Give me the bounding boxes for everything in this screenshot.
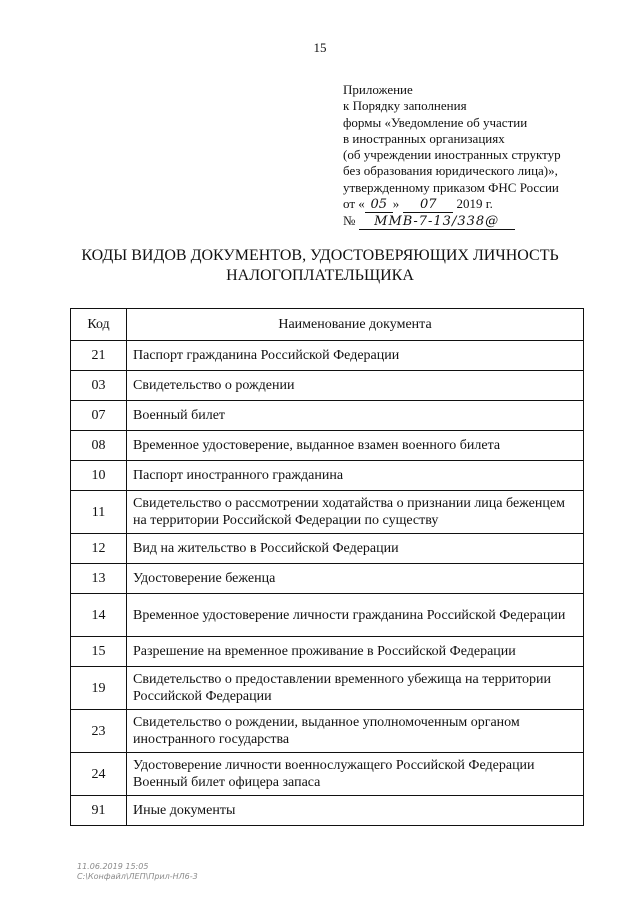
- row-code: 11: [71, 491, 127, 534]
- row-name: Разрешение на временное проживание в Российской Федерации: [127, 637, 584, 667]
- appendix-line: к Порядку заполнения: [343, 98, 467, 114]
- order-number-line: [343, 213, 633, 230]
- file-footer: [77, 862, 198, 882]
- row-name: Свидетельство о рождении: [127, 371, 584, 401]
- appendix-line: (об учреждении иностранных структур: [343, 147, 561, 163]
- page-number: 15: [313, 40, 327, 55]
- appendix-line: утвержденному приказом ФНС России: [343, 179, 559, 195]
- table-row: [71, 461, 584, 491]
- document-codes-table: [70, 308, 584, 826]
- row-name: Свидетельство о предоставлении временного убежища на территории Российской Федерации: [127, 667, 584, 710]
- date-mid: »: [392, 196, 400, 212]
- row-name: Паспорт иностранного гражданина: [127, 461, 584, 491]
- handwritten-order-number: ММВ-7-13/338@: [359, 215, 515, 230]
- appendix-line: формы «Уведомление об участии: [343, 114, 528, 130]
- appendix-line: без образования юридического лица)»,: [343, 163, 558, 179]
- table-row: [71, 401, 584, 431]
- header-name: Наименование документа: [127, 309, 584, 341]
- footer-timestamp: 11.06.2019 15:05: [77, 862, 149, 871]
- date-prefix: от «: [343, 196, 365, 212]
- row-code: 13: [71, 564, 127, 594]
- table-row: [71, 341, 584, 371]
- table-row: [71, 491, 584, 534]
- order-date: [343, 196, 633, 213]
- title-line-1: КОДЫ ВИДОВ ДОКУМЕНТОВ, УДОСТОВЕРЯЮЩИХ ЛИЧНОСТЬ: [81, 247, 559, 264]
- footer-file-path: С:\Конфайл\ЛЕП\Прил-НЛ6-3: [77, 872, 198, 881]
- table-header-row: [71, 309, 584, 341]
- appendix-note: [343, 82, 633, 230]
- row-name: Удостоверение беженца: [127, 564, 584, 594]
- row-name: Военный билет: [127, 401, 584, 431]
- row-code: 91: [71, 796, 127, 826]
- row-code: 12: [71, 534, 127, 564]
- table-row: [71, 667, 584, 710]
- row-code: 07: [71, 401, 127, 431]
- row-code: 08: [71, 431, 127, 461]
- header-code: Код: [71, 309, 127, 341]
- row-name: Свидетельство о рождении, выданное уполномоченным органом иностранного государства: [127, 710, 584, 753]
- row-code: 10: [71, 461, 127, 491]
- row-code: 23: [71, 710, 127, 753]
- row-name: Временное удостоверение личности гражданина Российской Федерации: [127, 594, 584, 637]
- row-name: Паспорт гражданина Российской Федерации: [127, 341, 584, 371]
- table-row: [71, 753, 584, 796]
- document-title: [0, 246, 640, 285]
- date-year: 2019 г.: [456, 196, 493, 212]
- table-row: [71, 796, 584, 826]
- table-row: [71, 534, 584, 564]
- table-row: [71, 371, 584, 401]
- handwritten-month: 07: [403, 198, 453, 213]
- title-line-2: НАЛОГОПЛАТЕЛЬЩИКА: [226, 266, 414, 284]
- table-row: [71, 637, 584, 667]
- row-code: 24: [71, 753, 127, 796]
- row-name: Иные документы: [127, 796, 584, 826]
- table-row: [71, 564, 584, 594]
- appendix-line: в иностранных организациях: [343, 130, 505, 146]
- row-code: 21: [71, 341, 127, 371]
- row-name: Вид на жительство в Российской Федерации: [127, 534, 584, 564]
- row-code: 19: [71, 667, 127, 710]
- appendix-line: Приложение: [343, 82, 413, 97]
- row-code: 14: [71, 594, 127, 637]
- table-row: [71, 594, 584, 637]
- row-name: Временное удостоверение, выданное взамен военного билета: [127, 431, 584, 461]
- row-name: Свидетельство о рассмотрении ходатайства о признании лица беженцем на территории Российской Федерации по существу: [127, 491, 584, 534]
- row-code: 15: [71, 637, 127, 667]
- row-code: 03: [71, 371, 127, 401]
- table-row: [71, 710, 584, 753]
- handwritten-day: 05: [365, 198, 393, 213]
- order-prefix: №: [343, 213, 356, 229]
- row-name: Удостоверение личности военнослужащего Российской Федерации Военный билет офицера запаса: [127, 753, 584, 796]
- table-row: [71, 431, 584, 461]
